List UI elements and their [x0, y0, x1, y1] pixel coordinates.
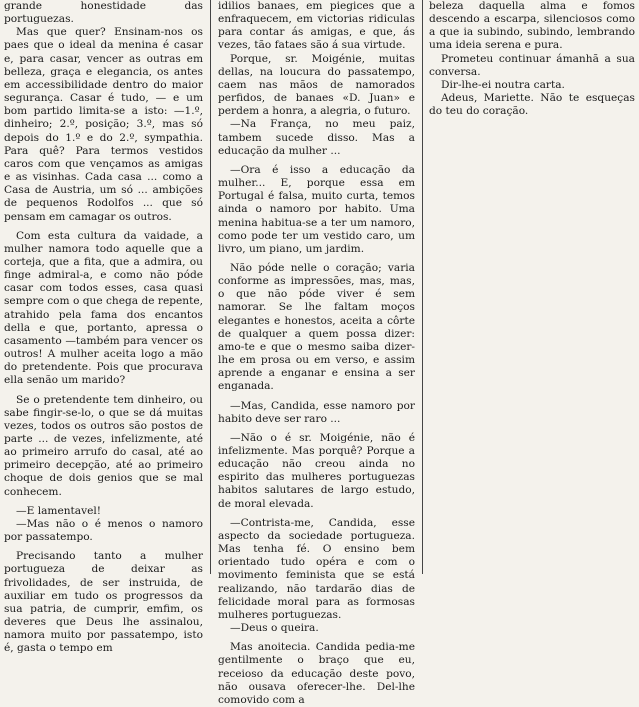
text-column-3: [429, 0, 635, 118]
paragraph: Porque, sr. Moigénie, muitas dellas, na loucura do passatempo, caem nas mãos de namorados perfidos, de banaes «D. Juan» e perdem a honra, a alegria, o futuro.: [218, 52, 415, 118]
closing-line: Adeus, Mariette. Não te esqueças do teu do coração.: [429, 92, 635, 118]
paragraph: Dir-lhe-ei noutra carta.: [441, 78, 565, 91]
dialogue-line: —Ora é isso a educação da mulher... E, porque essa em Portugal é falsa, muito curta, temos ainda o namoro por habito. Uma menina habitua-se a ter um namoro, como pode ter um vestido caro, um livro, um piano, um jardim.: [218, 163, 415, 255]
dialogue-line: —Deus o queira.: [230, 622, 319, 635]
column-rule: [422, 0, 423, 574]
paragraph: Precisando tanto a mulher portugueza de deixar as frivolidades, de ser instruida, de auxiliar em tudo os progressos da sua patria, de cumprir, emfim, os deveres que Deus lhe assinalou, namora muito por passatempo, isto é, gasta o tempo em: [4, 550, 203, 655]
paragraph: Se o pretendente tem dinheiro, ou sabe fingir-se-lo, o que se dá muitas vezes, todos os outros são postos de parte ... de vezes, infelizmente, até ao primeiro arrufo do casal, até ao primeiro decepção, até ao primeiro choque de dois genios que se mal conhecem.: [4, 393, 203, 498]
dialogue-line: —E lamentavel!: [16, 504, 102, 517]
paragraph: Com esta cultura da vaidade, a mulher namora todo aquelle que a corteja, que a fita, que a admira, ou finge admiral-a, e como não póde casar com todos esses, casa quasi sempre com o que chega de repente, atrahido pela fama dos encantos della e que, portanto, apressa o casamento —também para vencer os outros! A mulher aceita logo a mão do pretendente. Pois que procurava ella senão um marido?: [4, 229, 203, 387]
dialogue-line: —Mas, Candida, esse namoro por habito deve ser raro ...: [218, 399, 415, 425]
dialogue-line: —Mas não o é menos o namoro por passatempo.: [4, 517, 203, 544]
paragraph: Mas que quer? Ensinam-nos os paes que o ideal da menina é casar e, para casar, vencer as outras em belleza, graça e elegancia, os antes em accessibilidade dentro do maior segurança. Casar é tudo, — e um bom partido limita-se a isto: —1.º, dinheiro; 2.º, posição; 3.º, mas só depois do 1.º e do 2.º, sympathia. Para quê? Para termos vestidos caros com que vençamos as amigas e as visinhas. Cada casa ... como a Casa de Austria, um só ... ambições de pequenos Rodolfos ... que só pensam em camagar os outros.: [4, 26, 203, 223]
paragraph: Prometeu continuar ámanhã a sua conversa.: [429, 52, 635, 78]
paragraph: beleza daquella alma e fomos descendo a escarpa, silenciosos como a que ia subindo, subindo, lembrando uma ideia serena e pura.: [429, 0, 635, 52]
paragraph: Mas anoitecia. Candida pedia-me gentilmente o braço que eu, receioso da educação deste povo, não ousava oferecer-lhe. Del-lhe comovido com a: [218, 641, 415, 706]
text-column-1: [4, 0, 203, 655]
dialogue-line: —Contrista-me, Candida, esse aspecto da sociedade portugueza. Mas tenha fé. O ensino bem orientado tudo opéra e com o movimento feminista que se está realizando, não tardarão dias de felicidade moral para as formosas mulheres portuguezas.: [218, 516, 415, 621]
text-column-2: [218, 0, 415, 706]
paragraph: Não póde nelle o coração; varia conforme as impressões, mas, mas, o que não póde viver é sem namorar. Se lhe faltam moços elegantes e honestos, aceita a côrte de qualquer a quem possa dizer: amo-te e que o mesmo saiba dizer-lhe em prosa ou em verso, e assim aprende a enganar e ensina a ser enganada.: [218, 261, 415, 393]
dialogue-line: —Na França, no meu paiz, tambem sucede disso. Mas a educação da mulher ...: [218, 118, 415, 157]
column-rule: [210, 0, 211, 574]
dialogue-line: —Não o é sr. Moigénie, não é infelizmente. Mas porquê? Porque a educação não creou ainda no espirito das mulheres portuguezas habitos salutares de largo estudo, de moral elevada.: [218, 431, 415, 510]
paragraph: grande honestidade das portuguezas.: [4, 0, 203, 26]
paragraph: idilios banaes, em piegices que a enfraquecem, em victorias ridiculas para contar ás amigas, e que, ás vezes, tão fataes são á sua virtude.: [218, 0, 415, 52]
